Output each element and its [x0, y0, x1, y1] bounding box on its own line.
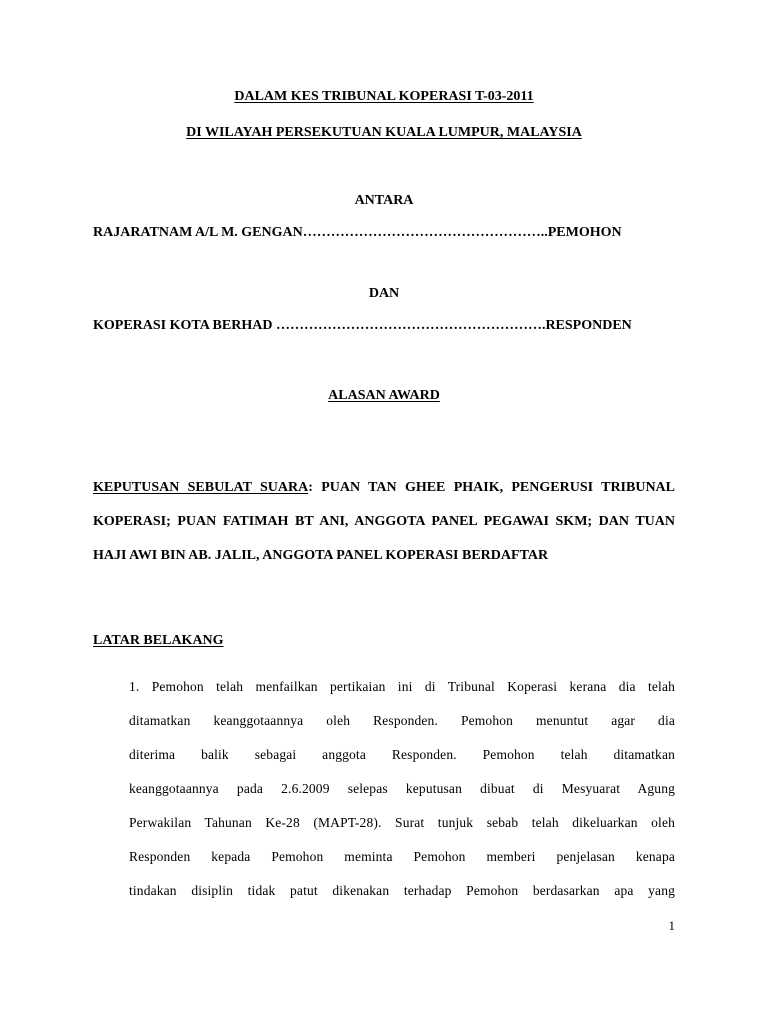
decision-line-1: [93, 479, 675, 497]
paragraph-line: tindakan disiplin tidak patut dikenakan terhadap Pemohon berdasarkan apa yang: [129, 883, 675, 898]
respondent-name: KOPERASI KOTA BERHAD: [93, 318, 276, 333]
paragraph-line: diterima balik sebagai anggota Responden. Pemohon telah ditamatkan: [129, 747, 675, 762]
paragraph-line: Perwakilan Tahunan Ke-28 (MAPT-28). Surat tunjuk sebab telah dikeluarkan oleh: [129, 815, 675, 830]
respondent-line: [93, 317, 675, 335]
page-number: 1: [668, 918, 675, 933]
decision-line-2: KOPERASI; PUAN FATIMAH BT ANI, ANGGOTA PANEL PEGAWAI SKM; DAN TUAN: [93, 514, 675, 529]
respondent-dots: ………………………………………………….: [275, 318, 546, 333]
jurisdiction-line: DI WILAYAH PERSEKUTUAN KUALA LUMPUR, MALAYSIA: [186, 125, 582, 140]
and-label: DAN: [368, 286, 400, 301]
paragraph-line: keanggotaannya pada 2.6.2009 selepas keputusan dibuat di Mesyuarat Agung: [129, 781, 675, 796]
applicant-name: RAJARATNAM A/L M. GENGAN: [93, 225, 303, 240]
applicant-dots: ……………………………………………..: [302, 225, 548, 240]
decision-colon: :: [308, 480, 313, 495]
paragraph-line: 1. Pemohon telah menfailkan pertikaian ini di Tribunal Koperasi kerana dia telah: [129, 679, 675, 694]
applicant-role: PEMOHON: [547, 225, 622, 240]
between-label: ANTARA: [354, 193, 414, 208]
background-heading: LATAR BELAKANG: [93, 633, 224, 648]
respondent-role: RESPONDEN: [545, 318, 632, 333]
decision-text-1: PUAN TAN GHEE PHAIK, PENGERUSI TRIBUNAL: [312, 480, 676, 495]
applicant-line: [93, 224, 675, 242]
paragraph-line: Responden kepada Pemohon meminta Pemohon memberi penjelasan kenapa: [129, 849, 675, 864]
case-title: DALAM KES TRIBUNAL KOPERASI T-03-2011: [234, 89, 534, 104]
paragraph-line: ditamatkan keanggotaannya oleh Responden. Pemohon menuntut agar dia: [129, 713, 675, 728]
decision-line-3: HAJI AWI BIN AB. JALIL, ANGGOTA PANEL KOPERASI BERDAFTAR: [93, 548, 549, 563]
decision-label: KEPUTUSAN SEBULAT SUARA: [93, 480, 309, 495]
award-title: ALASAN AWARD: [328, 388, 440, 403]
